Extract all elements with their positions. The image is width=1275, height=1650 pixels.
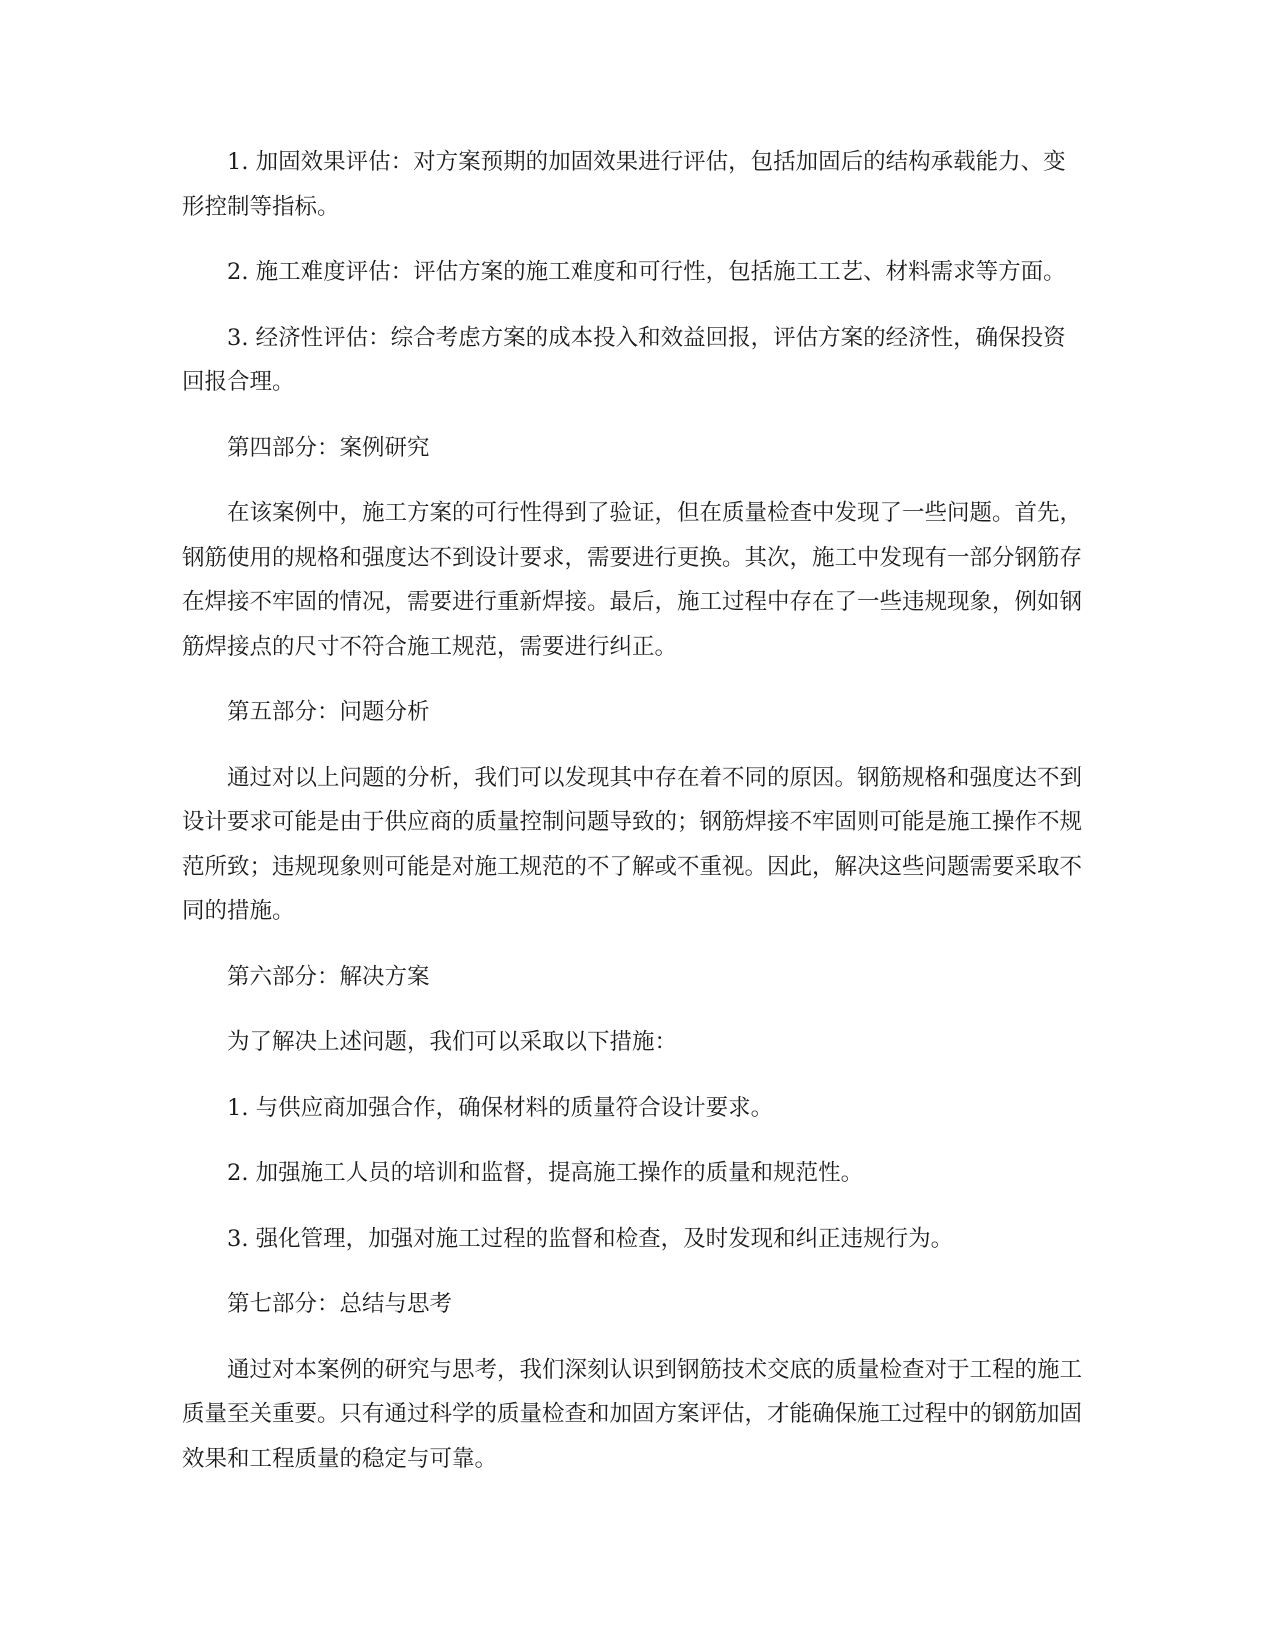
document-body <box>182 140 1082 1502</box>
paragraph-summary: 通过对本案例的研究与思考，我们深刻认识到钢筋技术交底的质量检查对于工程的施工质量至关重要。只有通过科学的质量检查和加固方案评估，才能确保施工过程中的钢筋加固效果和工程质量的稳定与可靠。 <box>182 1356 1083 1472</box>
section-heading-summary: 第七部分：总结与思考 <box>227 1291 453 1317</box>
paragraph-problem-analysis: 通过对以上问题的分析，我们可以发现其中存在着不同的原因。钢筋规格和强度达不到设计要求可能是由于供应商的质量控制问题导致的；钢筋焊接不牢固则可能是施工操作不规范所致；违规现象则可能是对施工规范的不了解或不重视。因此，解决这些问题需要采取不同的措施。 <box>182 764 1083 924</box>
section-heading-problem-analysis: 第五部分：问题分析 <box>227 699 430 725</box>
section-heading-solutions: 第六部分：解决方案 <box>227 963 430 990</box>
list-item-economic-evaluation: 3. 经济性评估：综合考虑方案的成本投入和效益回报，评估方案的经济性，确保投资回报合理。 <box>182 324 1066 395</box>
list-item-staff-training: 2. 加强施工人员的培训和监督，提高施工操作的质量和规范性。 <box>227 1160 864 1186</box>
list-item-strengthen-management: 3. 强化管理，加强对施工过程的监督和检查，及时发现和纠正违规行为。 <box>227 1225 954 1252</box>
paragraph-solutions-intro: 为了解决上述问题，我们可以采取以下措施： <box>227 1029 678 1055</box>
list-item-supplier-cooperation: 1. 与供应商加强合作，确保材料的质量符合设计要求。 <box>227 1094 774 1121</box>
paragraph-case-study: 在该案例中，施工方案的可行性得到了验证，但在质量检查中发现了一些问题。首先，钢筋使用的规格和强度达不到设计要求，需要进行更换。其次，施工中发现有一部分钢筋存在焊接不牢固的情况，需要进行重新焊接。最后，施工过程中存在了一些违规现象，例如钢筋焊接点的尺寸不符合施工规范，需要进行纠正。 <box>182 500 1083 660</box>
list-item-construction-difficulty: 2. 施工难度评估：评估方案的施工难度和可行性，包括施工工艺、材料需求等方面。 <box>227 259 1066 285</box>
list-item-reinforcement-effect: 1. 加固效果评估：对方案预期的加固效果进行评估，包括加固后的结构承载能力、变形控制等指标。 <box>182 149 1066 220</box>
section-heading-case-study: 第四部分：案例研究 <box>227 434 430 461</box>
